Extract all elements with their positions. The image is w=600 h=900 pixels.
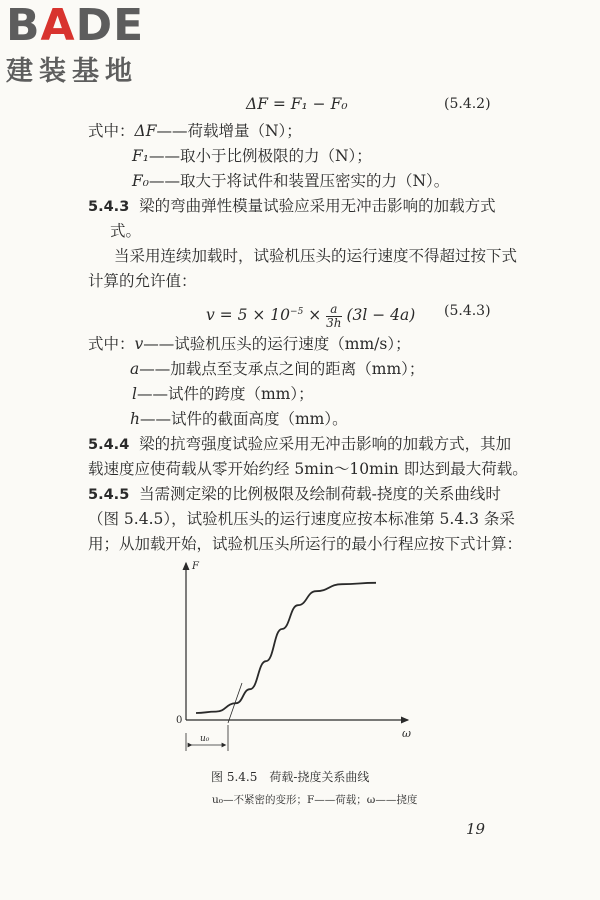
clause-text: 用；从加载开始，试验机压头所运行的最小行程应按下式计算： bbox=[88, 535, 523, 553]
where-row: 式中：v——试验机压头的运行速度（mm/s）； bbox=[88, 335, 411, 353]
origin-label: 0 bbox=[176, 715, 183, 726]
equation-number-5-4-3: (5.4.3) bbox=[444, 303, 491, 319]
clause-5-4-5: 5.4.5 当需测定梁的比例极限及绘制荷载-挠度的关系曲线时 bbox=[88, 485, 501, 503]
where-row: 式中：ΔF——荷载增量（N）； bbox=[88, 122, 302, 140]
clause-5-4-3: 5.4.3 梁的弯曲弹性模量试验应采用无冲击影响的加载方式 bbox=[88, 197, 496, 215]
paragraph-text: 计算的允许值： bbox=[88, 272, 197, 290]
clause-text: 载速度应使荷载从零开始约经 5min～10min 即达到最大荷载。 bbox=[88, 460, 528, 478]
load-deflection-chart bbox=[170, 555, 420, 760]
logo-wordmark: BADE bbox=[6, 0, 145, 51]
curve-line bbox=[196, 583, 376, 713]
y-axis-label: F bbox=[192, 561, 199, 572]
where-row: l——试件的跨度（mm）； bbox=[132, 385, 314, 403]
logo bbox=[6, 2, 144, 88]
page-number: 19 bbox=[466, 820, 486, 838]
clause-text: 式。 bbox=[110, 222, 142, 240]
where-row: F₀——取大于将试件和装置压密实的力（N）。 bbox=[132, 172, 450, 190]
equation-number-5-4-2: (5.4.2) bbox=[444, 96, 491, 112]
tangent-line bbox=[228, 683, 242, 723]
clause-5-4-4: 5.4.4 梁的抗弯强度试验应采用无冲击影响的加载方式，其加 bbox=[88, 435, 512, 453]
logo-subtitle: 建装基地 bbox=[6, 56, 138, 87]
where-row: F₁——取小于比例极限的力（N）； bbox=[132, 147, 372, 165]
where-row: a——加载点至支承点之间的距离（mm）； bbox=[130, 360, 425, 378]
equation-5-4-3: $v = 5 \times 10^{-5}$ × $\frac{a}{3h}$ (3l − 4a) bbox=[206, 301, 416, 330]
figure-caption: 图 5.4.5 荷载-挠度关系曲线 bbox=[211, 770, 370, 784]
figure-note: u₀—不紧密的变形；F——荷载；ω——挠度 bbox=[212, 794, 418, 806]
u0-label: u₀ bbox=[200, 734, 210, 744]
paragraph-text: 当采用连续加载时，试验机压头的运行速度不得超过按下式 bbox=[114, 247, 518, 265]
clause-text: （图 5.4.5），试验机压头的运行速度应按本标准第 5.4.3 条采 bbox=[88, 510, 515, 528]
x-axis-label: ω bbox=[402, 727, 411, 740]
where-row: h——试件的截面高度（mm）。 bbox=[130, 410, 348, 428]
equation-5-4-2: ΔF = F₁ − F₀ bbox=[246, 95, 348, 113]
